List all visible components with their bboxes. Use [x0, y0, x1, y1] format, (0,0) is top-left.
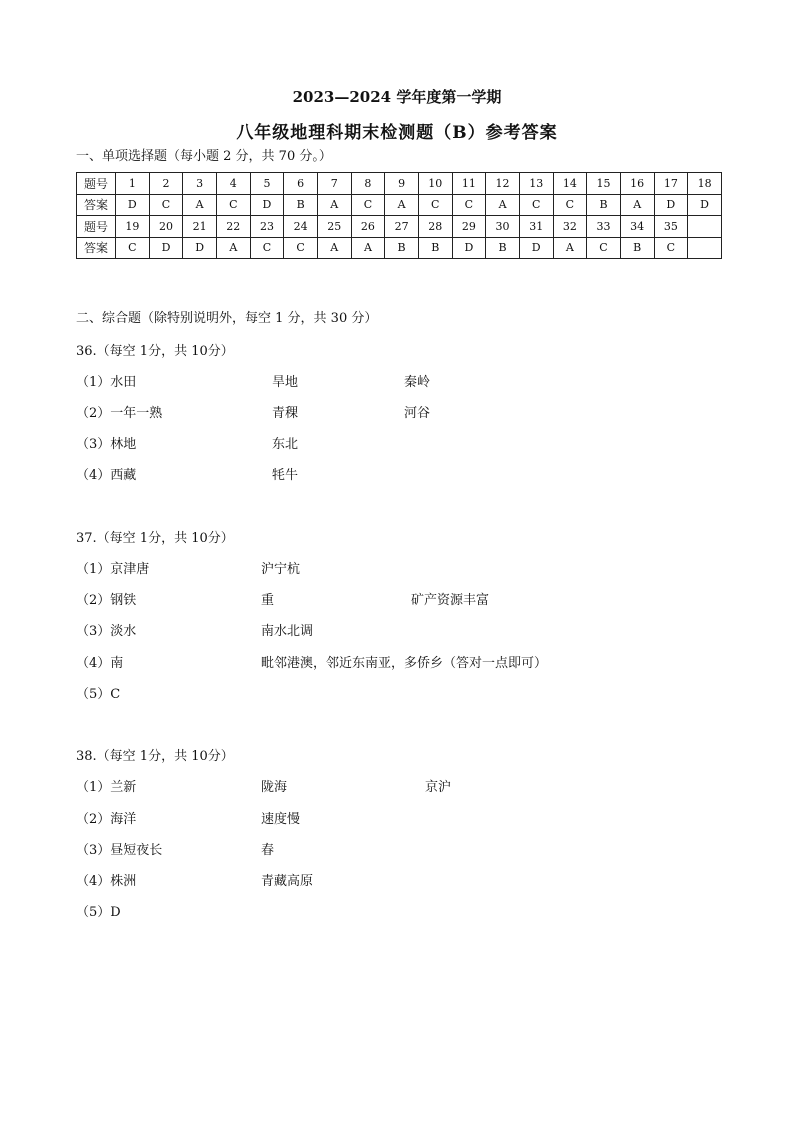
table-cell: A — [620, 194, 654, 216]
table-cell: 6 — [284, 173, 318, 195]
table-cell: 31 — [519, 216, 553, 238]
answer-text: （2）钢铁 — [76, 593, 137, 608]
table-cell: 26 — [351, 216, 385, 238]
table-cell: B — [284, 194, 318, 216]
table-cell: D — [183, 237, 217, 259]
answer-text: （1）兰新 — [76, 780, 137, 795]
answer-text: （1）水田 — [76, 375, 137, 390]
table-cell: 1 — [116, 173, 150, 195]
table-cell: D — [654, 194, 688, 216]
table-cell: C — [149, 194, 183, 216]
table-cell: 24 — [284, 216, 318, 238]
table-cell: A — [216, 237, 250, 259]
table-cell: A — [317, 194, 351, 216]
table-cell: 2 — [149, 173, 183, 195]
answer-text: （4）南 — [76, 656, 124, 671]
table-row — [77, 194, 722, 216]
answer-text: （2）一年一熟 — [76, 406, 163, 421]
table-cell: A — [317, 237, 351, 259]
table-cell: B — [486, 237, 520, 259]
table-cell: 35 — [654, 216, 688, 238]
table-cell — [688, 216, 722, 238]
table-cell: A — [351, 237, 385, 259]
table-cell: 28 — [418, 216, 452, 238]
table-cell: D — [149, 237, 183, 259]
table-cell: C — [116, 237, 150, 259]
table-cell: 3 — [183, 173, 217, 195]
table-cell: 25 — [317, 216, 351, 238]
table-cell: C — [284, 237, 318, 259]
table-cell: 16 — [620, 173, 654, 195]
table-cell: C — [654, 237, 688, 259]
table-cell: 34 — [620, 216, 654, 238]
table-cell: C — [351, 194, 385, 216]
section2-title: 二、综合题（除特别说明外，每空 1 分，共 30 分） — [76, 311, 378, 326]
table-cell: 27 — [385, 216, 419, 238]
answer-text: 毗邻港澳，邻近东南亚，多侨乡（答对一点即可） — [261, 656, 548, 671]
table-cell: 18 — [688, 173, 722, 195]
answer-text: 重 — [261, 593, 275, 608]
table-cell: 10 — [418, 173, 452, 195]
table-cell: A — [486, 194, 520, 216]
answer-text: 河谷 — [404, 406, 431, 421]
answer-text: 青稞 — [272, 406, 299, 421]
answer-text: （4）西藏 — [76, 468, 137, 483]
table-cell: A — [553, 237, 587, 259]
answer-text: 沪宁杭 — [261, 562, 301, 577]
table-cell — [688, 237, 722, 259]
table-cell: 题号 — [77, 173, 116, 195]
answer-text: （5）D — [76, 905, 121, 920]
table-cell: A — [183, 194, 217, 216]
table-cell: 7 — [317, 173, 351, 195]
table-cell: 15 — [587, 173, 621, 195]
header-line1: 2023—2024 学年度第一学期 — [292, 88, 502, 106]
answer-text: （5）C — [76, 687, 121, 702]
section1-title: 一、单项选择题（每小题 2 分，共 70 分。） — [76, 149, 332, 164]
answer-table — [76, 172, 722, 259]
table-cell: B — [385, 237, 419, 259]
answer-text: 京沪 — [425, 780, 452, 795]
answer-text: （4）株洲 — [76, 874, 137, 889]
table-cell: 22 — [216, 216, 250, 238]
q36-title: 36.（每空 1分，共 10分） — [76, 344, 234, 359]
table-cell: D — [688, 194, 722, 216]
q38-title: 38.（每空 1分，共 10分） — [76, 749, 234, 764]
table-cell: 23 — [250, 216, 284, 238]
table-cell: C — [553, 194, 587, 216]
table-cell: C — [418, 194, 452, 216]
table-cell: 4 — [216, 173, 250, 195]
table-cell: C — [452, 194, 486, 216]
table-cell: 8 — [351, 173, 385, 195]
table-cell: 9 — [385, 173, 419, 195]
table-cell: A — [385, 194, 419, 216]
table-cell: B — [418, 237, 452, 259]
table-cell: 答案 — [77, 194, 116, 216]
answer-text: 速度慢 — [261, 812, 301, 827]
answer-text: 东北 — [272, 437, 299, 452]
answer-text: 青藏高原 — [261, 874, 314, 889]
table-cell: 5 — [250, 173, 284, 195]
table-cell: 12 — [486, 173, 520, 195]
table-cell: 答案 — [77, 237, 116, 259]
answer-text: 春 — [261, 843, 275, 858]
answer-text: 旱地 — [272, 375, 299, 390]
table-cell: B — [587, 194, 621, 216]
table-cell: C — [587, 237, 621, 259]
table-cell: D — [116, 194, 150, 216]
table-cell: 32 — [553, 216, 587, 238]
table-cell: 14 — [553, 173, 587, 195]
table-cell: 21 — [183, 216, 217, 238]
answer-text: （1）京津唐 — [76, 562, 150, 577]
table-cell: D — [519, 237, 553, 259]
table-cell: C — [250, 237, 284, 259]
table-cell: 19 — [116, 216, 150, 238]
q37-title: 37.（每空 1分，共 10分） — [76, 531, 234, 546]
answer-text: （3）昼短夜长 — [76, 843, 163, 858]
answer-text: 南水北调 — [261, 624, 314, 639]
table-cell: 题号 — [77, 216, 116, 238]
table-cell: 17 — [654, 173, 688, 195]
answer-text: 牦牛 — [272, 468, 299, 483]
answer-text: 陇海 — [261, 780, 288, 795]
table-cell: 13 — [519, 173, 553, 195]
table-cell: D — [452, 237, 486, 259]
answer-text: （2）海洋 — [76, 812, 137, 827]
table-row — [77, 216, 722, 238]
table-row — [77, 173, 722, 195]
table-cell: 29 — [452, 216, 486, 238]
table-cell: 33 — [587, 216, 621, 238]
table-cell: C — [519, 194, 553, 216]
table-cell: D — [250, 194, 284, 216]
table-cell: B — [620, 237, 654, 259]
answer-text: （3）淡水 — [76, 624, 137, 639]
answer-text: 矿产资源丰富 — [411, 593, 490, 608]
table-cell: 30 — [486, 216, 520, 238]
page-title: 八年级地理科期末检测题（B）参考答案 — [236, 123, 558, 143]
answer-text: 秦岭 — [404, 375, 431, 390]
table-cell: 11 — [452, 173, 486, 195]
table-row — [77, 237, 722, 259]
table-cell: C — [216, 194, 250, 216]
table-cell: 20 — [149, 216, 183, 238]
answer-text: （3）林地 — [76, 437, 137, 452]
